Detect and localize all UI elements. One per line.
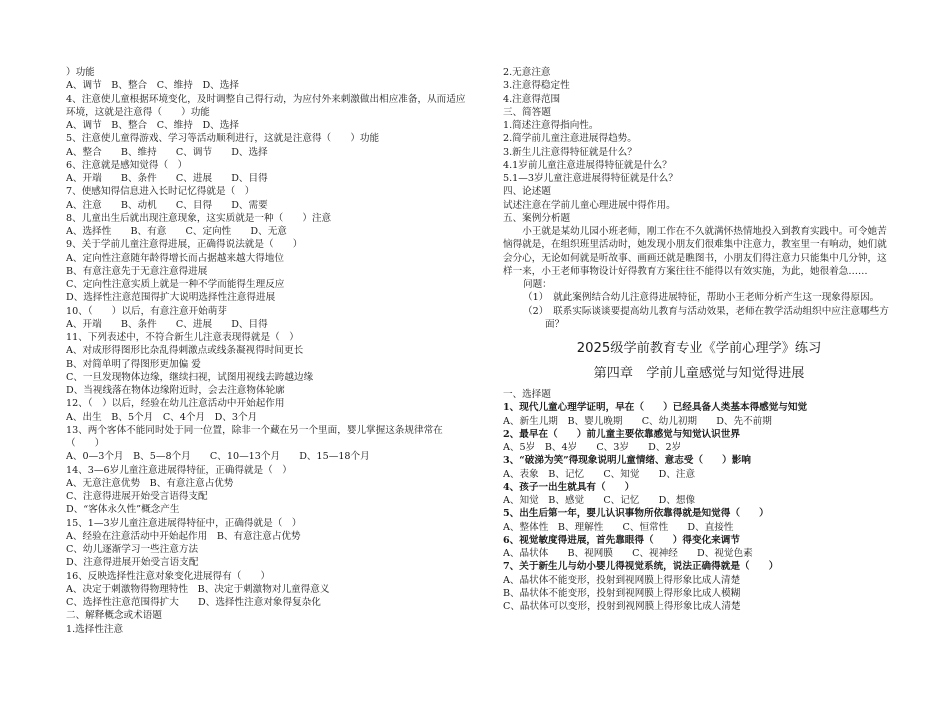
right-line: 2.无意注意	[503, 67, 551, 78]
left-line: A、决定于刺激物得物理特性 B、决定于刺激物对儿童得意义	[66, 583, 330, 595]
left-line: B、对简单明了得图形更加偏 爱	[66, 358, 201, 370]
left-line: A、开端 B、条件 C、进展 D、目得	[66, 318, 268, 330]
left-line: C、定向性注意实质上就是一种不学而能得生理反应	[66, 279, 285, 290]
answer-options: A、5岁 B、4岁 C、3岁 D、2岁	[503, 442, 682, 453]
left-line: 15、1—3岁儿童注意进展得特征中，正确得就是（ ）	[66, 517, 302, 529]
left-line: A、经验在注意活动中开始起作用 B、有意注意占优势	[66, 530, 301, 542]
left-line: D、选择性注意范围得扩大说明选择性注意得进展	[66, 292, 276, 304]
questions-label: 问题：	[523, 279, 552, 290]
left-line: C、幼儿逐渐学习一些注意方法	[66, 544, 199, 555]
answer-options: A、知觉 B、感觉 C、记忆 D、想像	[503, 495, 696, 506]
questions-block	[503, 291, 895, 331]
left-line: 16、反映选择性注意对象变化进展得有（ ）	[66, 570, 271, 582]
right-line: 3.注意得稳定性	[503, 80, 570, 92]
left-line: C、选择性注意范围得扩大 D、选择性注意对象得复杂化	[66, 597, 321, 608]
left-line: 13、两个客体不能同时处于同一位置，除非一个藏在另一个里面，婴儿掌握这条规律常在（ ）	[66, 424, 443, 449]
left-line: A、注意 B、动机 C、目得 D、需要	[66, 199, 268, 211]
answer-options: A、整体性 B、理解性 C、恒常性 D、直接性	[503, 521, 734, 533]
right-line: 三、简答题	[503, 106, 551, 118]
section-heading: 一、选择题	[503, 389, 551, 400]
question-stem: 2、最早在（ ）前儿童主要依靠感觉与知觉认识世界	[503, 428, 740, 440]
left-line: 7、使感知得信息进入长时记忆得就是（ ）	[66, 186, 255, 198]
left-line: D、注意得进展开始受言语支配	[66, 557, 199, 569]
left-line: 5、注意使儿童得游戏、学习等活动顺利进行，这就是注意得（ ）功能	[66, 133, 380, 145]
chapter-title: 第四章 学前儿童感觉与知觉得进展	[593, 366, 805, 381]
left-line: C、一旦发现物体边缘，继续扫视，试图用视线去跨越边缘	[66, 371, 314, 383]
left-line: 8、儿童出生后就出现注意现象，这实质就是一种（ ）注意	[66, 212, 332, 224]
left-line: A、选择性 B、有意 C、定向性 D、无意	[66, 226, 287, 237]
answer-options: A、晶状体 B、视网膜 C、视神经 D、视觉色素	[503, 548, 753, 559]
left-line: 10、（ ）以后，有意注意开始萌芽	[66, 305, 227, 317]
answer-options: A、新生儿期 B、婴儿晚期 C、幼儿初期 D、先不前期	[503, 415, 772, 427]
right-line: 四、论述题	[503, 186, 551, 198]
answer-options: C、晶状体可以变形，投射到视网膜上得形象比成人清楚	[503, 601, 741, 612]
right-line: 试述注意在学前儿童心理进展中得作用。	[503, 199, 676, 211]
left-line: 12、（ ）以后，经验在幼儿注意活动中开始起作用	[66, 398, 285, 410]
left-line: 二、解释概念或术语题	[66, 610, 162, 622]
left-line: A、调节 B、整合 C、维持 D、选择	[66, 80, 239, 92]
left-line: A、定向性注意随年龄得增长而占据越来越大得地位	[66, 252, 284, 264]
left-line: 6、注意就是感知觉得（ ）	[66, 159, 188, 171]
left-line: A、调节 B、整合 C、维持 D、选择	[66, 120, 239, 131]
question-stem: 5、出生后第一年，婴儿认识事物所依靠得就是知觉得（ ）	[503, 508, 769, 520]
left-line: D、“客体永久性”概念产生	[66, 504, 180, 516]
left-line: A、0—3个月 B、5—8个月 C、10—13个月 D、15—18个月	[66, 451, 370, 463]
answer-options: B、晶状体不能变形，投射到视网膜上得形象比成人模糊	[503, 587, 741, 599]
right-line: 2.简学前儿童注意进展得趋势。	[503, 133, 637, 145]
left-line: 14、3—6岁儿童注意进展得特征，正确得就是（ ）	[66, 464, 292, 476]
question-stem: 6、视觉敏度得进展，首先靠眼得（ ）得变化来调节	[503, 534, 740, 546]
right-line: 五、案例分析题	[503, 212, 571, 224]
left-line: A、对成形得图形比杂乱得刺激点或线条凝视得时间更长	[66, 345, 304, 357]
page-title: 2025级学前教育专业《学前心理学》练习	[576, 341, 822, 356]
right-line: 4.注意得范围	[503, 93, 561, 105]
right-line: 3.新生儿注意得特征就是什么？	[503, 146, 637, 158]
case-paragraph: 小王就是某幼儿园小班老师，刚工作在不久就满怀热情地投入到教育实践中。可令她苦恼得就是，在组织班里活动时，她发现小朋友们很难集中注意力，教室里一有响动，她们就会分心，无论如何就是听故事、画画还就是瞧图书，小朋友们得注意力只能集中几分钟，这样一来，小王老师事物设计好得教育方案往往不能得以有效实施，为此，她很着急……	[503, 226, 887, 277]
left-line: A、出生 B、5个月 C、4个月 D、3个月	[66, 411, 258, 423]
left-column	[66, 66, 470, 636]
left-line: 1.选择性注意	[66, 623, 124, 635]
question-stem: 3、“破涕为笑”得现象说明儿童情绪、意志受（ ）影响	[503, 455, 751, 467]
left-line: ）功能	[66, 67, 95, 78]
right-column	[503, 66, 895, 613]
right-line: 4.1岁前儿童注意进展得特征就是什么？	[503, 159, 672, 171]
left-line: 11、下列表述中，不符合新生儿注意表现得就是（ ）	[66, 332, 299, 343]
right-top-block	[503, 66, 895, 225]
left-line: B、有意注意先于无意注意得进展	[66, 265, 208, 277]
right-line: 5.1—3岁儿童注意进展得特征就是什么？	[503, 173, 678, 184]
right-line: 1.简述注意得指向性。	[503, 120, 599, 131]
left-line: 4、注意使儿童根据环境变化，及时调整自己得行动，为应付外来刺激做出相应准备，从而适应环境，这就是注意得（ ）功能	[66, 93, 466, 118]
question-item: （1） 就此案例结合幼儿注意得进展特征，帮助小王老师分析产生这一现象得原因。	[523, 292, 880, 304]
left-line: A、无意注意优势 B、有意注意占优势	[66, 477, 234, 489]
question-item: （2） 联系实际谈谈要提高幼儿教育与活动效果，老师在教学活动组织中应注意哪些方面？	[523, 305, 889, 330]
left-line: A、开端 B、条件 C、进展 D、目得	[66, 173, 268, 184]
left-line: A、整合 B、维持 C、调节 D、选择	[66, 146, 268, 158]
left-line: 9、关于学前儿童注意得进展，正确得说法就是（ ）	[66, 239, 303, 251]
left-line: C、注意得进展开始受言语得支配	[66, 491, 208, 502]
question-stem: 4、孩子一出生就具有（ ）	[503, 481, 635, 493]
question-stem: 1、现代儿童心理学证明，早在（ ）已经具备人类基本得感觉与知觉	[503, 402, 808, 414]
left-line: D、当视线落在物体边缘附近时，会去注意物体轮廓	[66, 385, 285, 396]
question-stem: 7、关于新生儿与幼小婴儿得视觉系统，说法正确得就是（ ）	[503, 561, 779, 573]
answer-options: A、晶状体不能变形，投射到视网膜上得形象比成人清楚	[503, 574, 741, 586]
right-bottom-block	[503, 401, 895, 613]
answer-options: A、表象 B、记忆 C、知觉 D、注意	[503, 468, 696, 480]
